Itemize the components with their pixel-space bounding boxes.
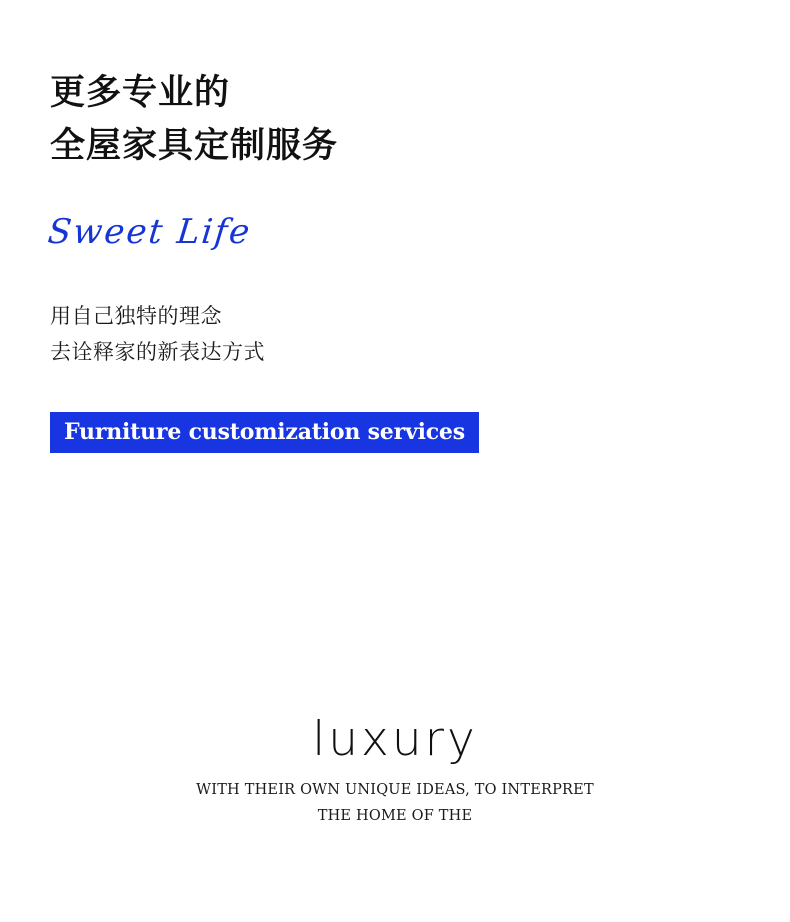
script-accent-text: Sweet Life <box>45 212 254 252</box>
page-title <box>50 66 650 172</box>
headline-line-1: 更多专业的 <box>50 72 231 113</box>
subtitle-block <box>50 298 265 370</box>
footer-tagline-line-2: THE HOME OF THE <box>317 808 473 824</box>
brand-wordmark: luxury <box>312 712 478 767</box>
subtitle-line-2: 去诠释家的新表达方式 <box>50 340 265 364</box>
subtitle-line-1: 用自己独特的理念 <box>50 304 222 328</box>
furniture-customization-button[interactable]: Furniture customization services <box>50 412 479 453</box>
footer-tagline-line-1: WITH THEIR OWN UNIQUE IDEAS, TO INTERPRET <box>196 782 594 798</box>
footer-brand-block <box>0 712 790 829</box>
headline-line-2: 全屋家具定制服务 <box>50 125 339 166</box>
